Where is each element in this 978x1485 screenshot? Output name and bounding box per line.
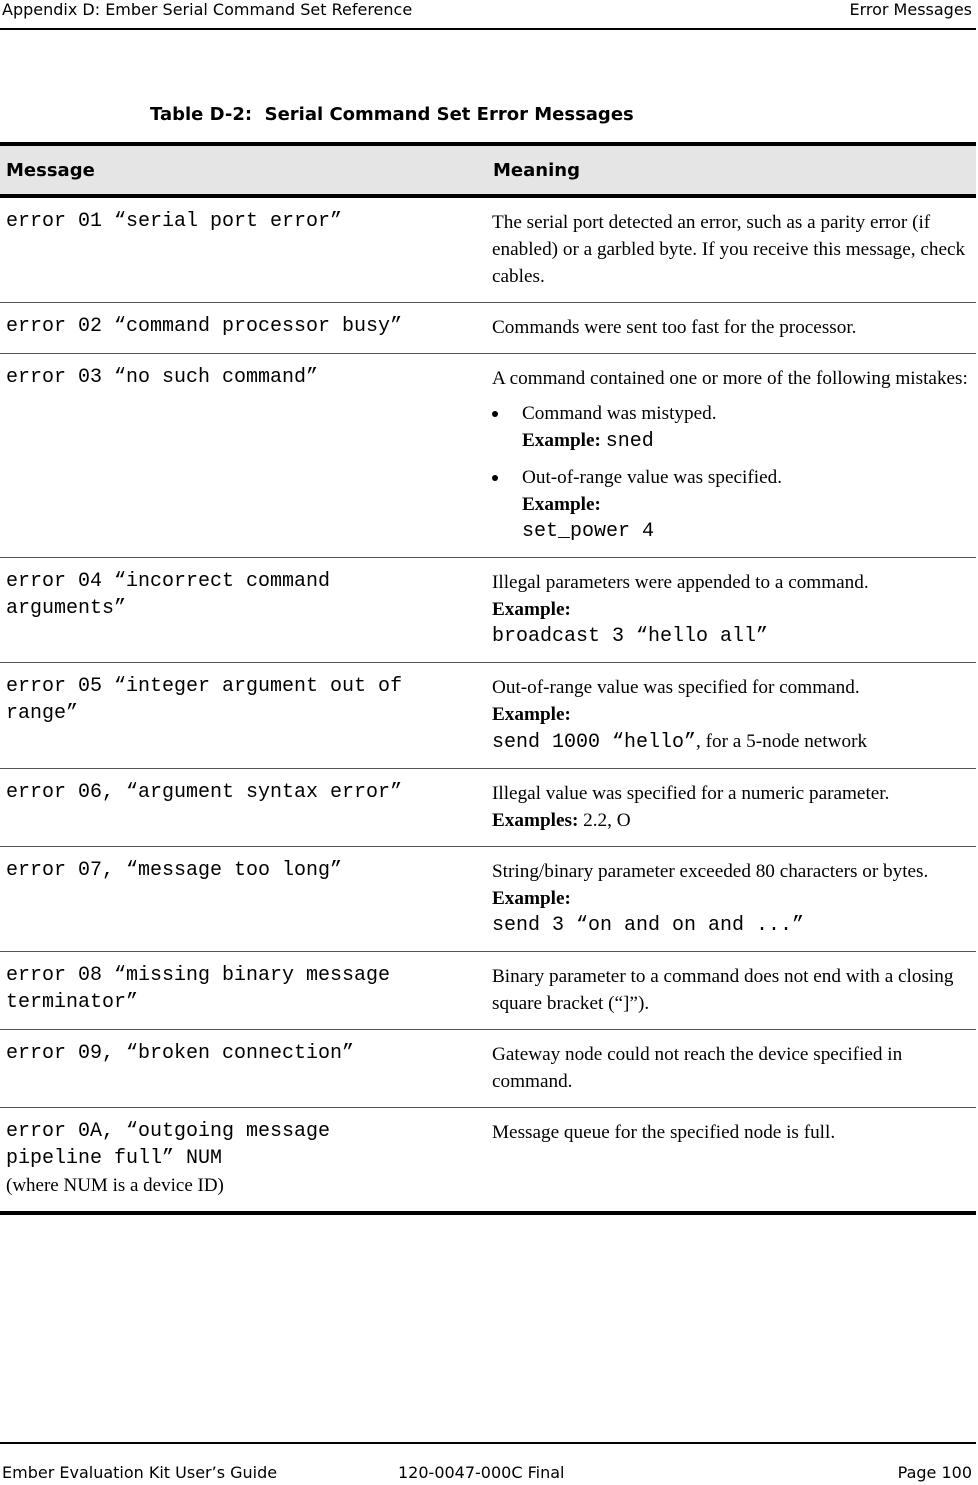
page-footer bbox=[0, 1442, 976, 1485]
meaning-cell bbox=[492, 558, 976, 662]
meaning-text: A command contained one or more of the following mistakes: bbox=[492, 368, 968, 389]
meaning-cell bbox=[492, 1030, 976, 1107]
meaning-text: Illegal parameters were appended to a command. bbox=[492, 572, 869, 593]
example-code: send 3 “on and on and ...” bbox=[492, 914, 805, 937]
message-text: range” bbox=[6, 702, 79, 725]
message-cell bbox=[0, 769, 492, 846]
message-text: arguments” bbox=[6, 597, 127, 620]
example-code: sned bbox=[605, 430, 654, 453]
table-row bbox=[0, 354, 976, 558]
message-text: error 08 “missing binary message bbox=[6, 964, 391, 987]
message-text: error 03 “no such command” bbox=[6, 366, 319, 389]
table-row bbox=[0, 952, 976, 1030]
meaning-cell bbox=[492, 354, 976, 557]
meaning-text: Gateway node could not reach the device specified in command. bbox=[492, 1044, 903, 1092]
footer-doc-title: Ember Evaluation Kit User’s Guide bbox=[2, 1463, 278, 1482]
message-cell bbox=[0, 354, 492, 557]
table-row bbox=[0, 847, 976, 952]
message-text: error 0A, “outgoing message bbox=[6, 1120, 331, 1143]
meaning-cell bbox=[492, 663, 976, 768]
meaning-cell bbox=[492, 198, 976, 302]
table-row bbox=[0, 1108, 976, 1211]
message-cell bbox=[0, 663, 492, 768]
footer-doc-number: 120-0047-000C Final bbox=[398, 1463, 565, 1482]
meaning-cell bbox=[492, 952, 976, 1029]
footer-page-number: Page 100 bbox=[897, 1463, 972, 1482]
example-label: Examples: bbox=[492, 810, 579, 831]
message-cell bbox=[0, 1030, 492, 1107]
bullet-item bbox=[492, 464, 976, 545]
message-text: error 06, “argument syntax error” bbox=[6, 781, 403, 804]
example-code: send 1000 “hello” bbox=[492, 731, 697, 754]
meaning-text: The serial port detected an error, such as a parity error (if enabled) or a garbled byte. If you receive this message, check cables. bbox=[492, 212, 966, 287]
table-header-row bbox=[0, 146, 976, 198]
message-text: error 01 “serial port error” bbox=[6, 210, 343, 233]
message-cell bbox=[0, 558, 492, 662]
bullet-text: Out-of-range value was specified. bbox=[522, 467, 782, 488]
message-text: error 05 “integer argument out of bbox=[6, 675, 403, 698]
example-suffix: , for a 5-node network bbox=[696, 731, 868, 752]
table-row bbox=[0, 1030, 976, 1108]
message-text: pipeline full” NUM bbox=[6, 1147, 223, 1170]
meaning-text: String/binary parameter exceeded 80 characters or bytes. bbox=[492, 861, 929, 882]
message-cell bbox=[0, 952, 492, 1029]
meaning-text: Illegal value was specified for a numeric parameter. bbox=[492, 783, 890, 804]
table-caption: Table D-2: Serial Command Set Error Messages bbox=[150, 104, 634, 125]
meaning-cell bbox=[492, 769, 976, 846]
example-code: broadcast 3 “hello all” bbox=[492, 625, 769, 648]
meaning-cell bbox=[492, 303, 976, 353]
message-text: terminator” bbox=[6, 991, 139, 1014]
meaning-text: Message queue for the specified node is full. bbox=[492, 1122, 836, 1143]
table-row bbox=[0, 558, 976, 663]
message-text: error 02 “command processor busy” bbox=[6, 315, 403, 338]
table-row bbox=[0, 663, 976, 769]
message-text: error 07, “message too long” bbox=[6, 859, 343, 882]
bullet-text: Command was mistyped. bbox=[522, 403, 717, 424]
meaning-text: Binary parameter to a command does not end with a closing square bracket (“]”). bbox=[492, 966, 954, 1014]
meaning-cell bbox=[492, 1108, 976, 1211]
table-row bbox=[0, 769, 976, 847]
meaning-text: Out-of-range value was specified for command. bbox=[492, 677, 860, 698]
message-text: error 09, “broken connection” bbox=[6, 1042, 355, 1065]
example-label: Example: bbox=[522, 494, 601, 515]
example-label: Example: bbox=[522, 430, 601, 451]
message-cell bbox=[0, 1108, 492, 1211]
table-row bbox=[0, 303, 976, 354]
header-section-title: Appendix D: Ember Serial Command Set Reference bbox=[2, 0, 413, 19]
message-cell bbox=[0, 303, 492, 353]
example-code: set_power 4 bbox=[522, 520, 655, 543]
meaning-text: Commands were sent too fast for the processor. bbox=[492, 317, 857, 338]
meaning-cell bbox=[492, 847, 976, 951]
column-header-meaning: Meaning bbox=[493, 159, 580, 181]
table-row bbox=[0, 198, 976, 303]
error-messages-table bbox=[0, 142, 976, 1215]
message-text: error 04 “incorrect command bbox=[6, 570, 331, 593]
message-cell bbox=[0, 847, 492, 951]
message-note: (where NUM is a device ID) bbox=[6, 1175, 224, 1196]
column-header-message: Message bbox=[6, 159, 95, 181]
example-label: Example: bbox=[492, 888, 571, 909]
header-topic: Error Messages bbox=[849, 0, 972, 19]
page-header bbox=[0, 0, 976, 30]
example-label: Example: bbox=[492, 599, 571, 620]
message-cell bbox=[0, 198, 492, 302]
bullet-item bbox=[492, 400, 976, 455]
example-label: Example: bbox=[492, 704, 571, 725]
example-values: 2.2, O bbox=[578, 810, 631, 831]
